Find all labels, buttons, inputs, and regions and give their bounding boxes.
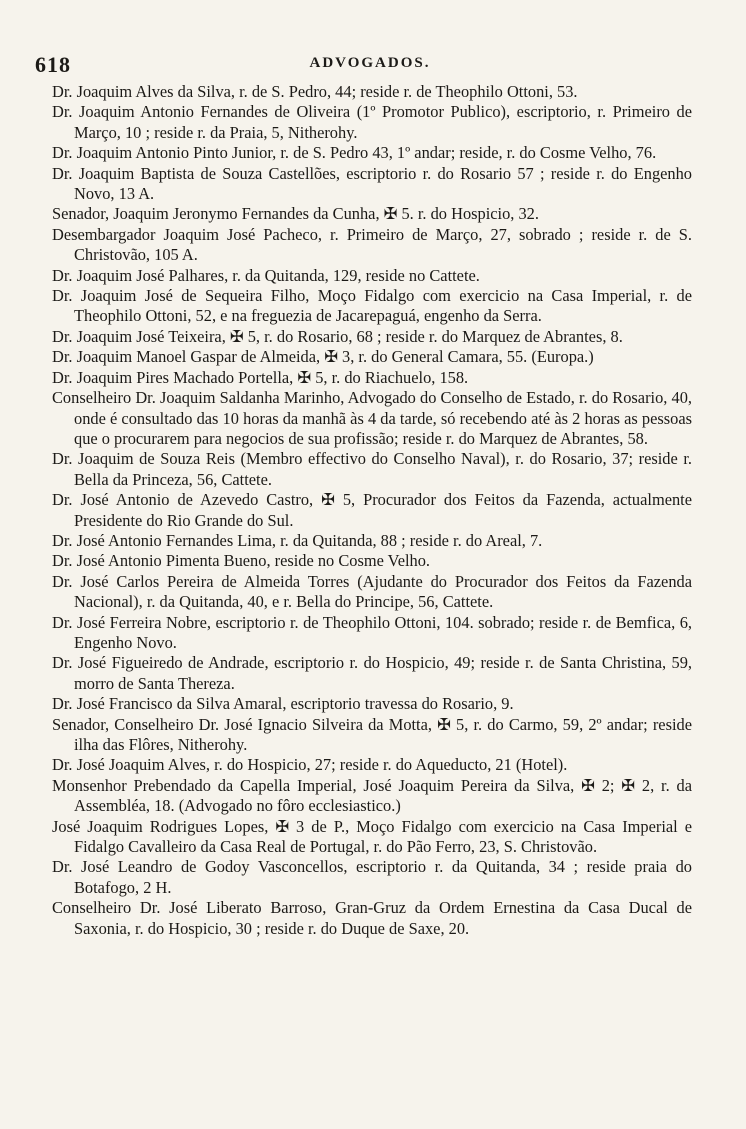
lawyer-entry: Dr. José Antonio de Azevedo Castro, ✠ 5, Procurador dos Feitos da Fazenda, actualmente Presidente do Rio Grande do Sul. bbox=[52, 490, 692, 530]
lawyer-entry: Dr. Joaquim Antonio Fernandes de Oliveira (1º Promotor Publico), escriptorio, r. Primeiro de Março, 10 ; reside r. da Praia, 5, Nitherohy. bbox=[52, 102, 692, 142]
page-header bbox=[35, 52, 705, 78]
lawyer-entry: Dr. Joaquim José Teixeira, ✠ 5, r. do Rosario, 68 ; reside r. do Marquez de Abrantes, 8. bbox=[52, 326, 623, 346]
lawyer-entry: Dr. José Ferreira Nobre, escriptorio r. de Theophilo Ottoni, 104. sobrado; reside r. de Bemfica, 6, Engenho Novo. bbox=[52, 612, 692, 652]
lawyer-entry: Conselheiro Dr. Joaquim Saldanha Marinho, Advogado do Conselho de Estado, r. do Rosario, 40, onde é consultado das 10 horas da manhã às 4 da tarde, só recebendo até às 2 horas as pessoas que o procurarem para negocios de sua profissão; reside r. do Marquez de Abrantes, 58. bbox=[52, 388, 692, 448]
lawyer-entry: Senador, Joaquim Jeronymo Fernandes da Cunha, ✠ 5. r. do Hospicio, 32. bbox=[52, 204, 539, 224]
lawyer-entry: Dr. Joaquim José Palhares, r. da Quitanda, 129, reside no Cattete. bbox=[52, 265, 480, 285]
lawyer-entry: Dr. José Francisco da Silva Amaral, escriptorio travessa do Rosario, 9. bbox=[52, 694, 514, 714]
lawyer-entry: Dr. José Leandro de Godoy Vasconcellos, escriptorio r. da Quitanda, 34 ; reside praia do Botafogo, 2 H. bbox=[52, 857, 692, 897]
lawyer-entry: Dr. José Antonio Fernandes Lima, r. da Quitanda, 88 ; reside r. do Areal, 7. bbox=[52, 530, 543, 550]
lawyer-entry: Dr. Joaquim Baptista de Souza Castellões, escriptorio r. do Rosario 57 ; reside r. do Engenho Novo, 13 A. bbox=[52, 163, 692, 204]
lawyer-entry: Dr. Joaquim Manoel Gaspar de Almeida, ✠ 3, r. do General Camara, 55. (Europa.) bbox=[52, 347, 594, 367]
lawyer-entry: Desembargador Joaquim José Pacheco, r. Primeiro de Março, 27, sobrado ; reside r. de S. Christovão, 105 A. bbox=[52, 224, 692, 265]
lawyer-entry: Dr. José Carlos Pereira de Almeida Torres (Ajudante do Procurador dos Feitos da Fazenda Nacional), r. da Quitanda, 40, e r. Bella do Principe, 56, Cattete. bbox=[52, 571, 692, 612]
lawyer-entry: Senador, Conselheiro Dr. José Ignacio Silveira da Motta, ✠ 5, r. do Carmo, 59, 2º andar; reside ilha das Flôres, Nitherohy. bbox=[52, 714, 692, 754]
lawyer-entry: Dr. José Antonio Pimenta Bueno, reside no Cosme Velho. bbox=[52, 551, 431, 571]
lawyer-entry: Conselheiro Dr. José Liberato Barroso, Gran-Gruz da Ordem Ernestina da Casa Ducal de Saxonia, r. do Hospicio, 30 ; reside r. do Duque de Saxe, 20. bbox=[52, 898, 692, 938]
lawyer-entry: Dr. Joaquim José de Sequeira Filho, Moço Fidalgo com exercicio na Casa Imperial, r. de Theophilo Ottoni, 52, e na freguezia de Jacarepaguá, engenho da Serra. bbox=[52, 286, 692, 326]
lawyer-entry: José Joaquim Rodrigues Lopes, ✠ 3 de P., Moço Fidalgo com exercicio na Casa Imperial e Fidalgo Cavalleiro da Casa Real de Portugal, r. do Pão Ferro, 23, S. Christovão. bbox=[52, 816, 692, 857]
lawyer-entry: Monsenhor Prebendado da Capella Imperial, José Joaquim Pereira da Silva, ✠ 2; ✠ 2, r. da Assembléa, 18. (Advogado no fôro ecclesiastico.) bbox=[52, 775, 692, 816]
running-title: ADVOGADOS. bbox=[309, 55, 431, 71]
page-number: 618 bbox=[35, 52, 71, 77]
lawyer-entry: Dr. Joaquim de Souza Reis (Membro effectivo do Conselho Naval), r. do Rosario, 37; reside r. Bella da Princeza, 56, Cattete. bbox=[52, 449, 692, 489]
lawyer-entry: Dr. Joaquim Pires Machado Portella, ✠ 5, r. do Riachuelo, 158. bbox=[52, 367, 469, 387]
lawyer-entry: Dr. Joaquim Alves da Silva, r. de S. Pedro, 44; reside r. de Theophilo Ottoni, 53. bbox=[52, 82, 578, 101]
lawyer-entry: Dr. José Joaquim Alves, r. do Hospicio, 27; reside r. do Aqueducto, 21 (Hotel). bbox=[52, 755, 568, 775]
lawyer-entry: Dr. Joaquim Antonio Pinto Junior, r. de S. Pedro 43, 1º andar; reside, r. do Cosme Velho, 76. bbox=[52, 143, 657, 163]
lawyer-entry: Dr. José Figueiredo de Andrade, escriptorio r. do Hospicio, 49; reside r. de Santa Christina, 59, morro de Santa Thereza. bbox=[52, 653, 692, 693]
lawyer-entries-list bbox=[52, 82, 692, 939]
